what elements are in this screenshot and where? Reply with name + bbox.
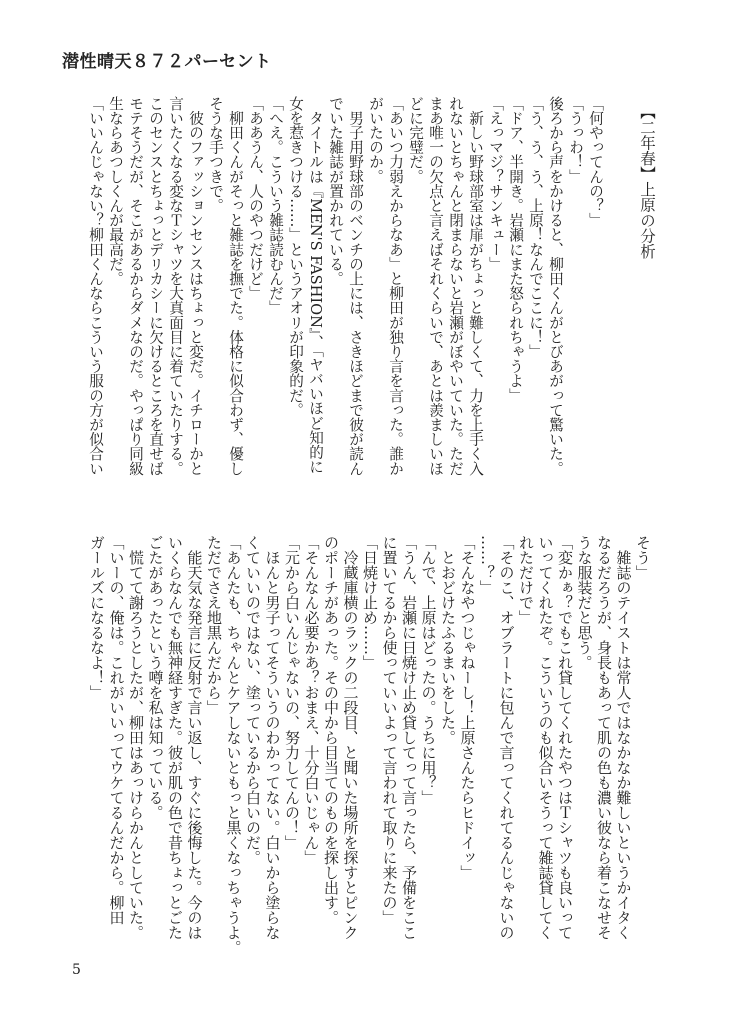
text-line: 「ああうん、人のやつだけど」: [247, 96, 264, 301]
text-line: 冷蔵庫横のラックの二段目、と聞いた場所を探すとピンク: [341, 535, 360, 940]
text-line: ごたがあったという噂を私は知っている。: [146, 535, 165, 820]
text-line: まあ唯一の欠点と言えばそれくらいで、あとは羨ましいほ: [427, 96, 444, 476]
text-line: 生ならあつしくんが最高だ。: [107, 96, 124, 286]
text-line: に置いてるから使っていいよって言われて取りに来たの」: [380, 535, 399, 925]
text-line: 「うん、岩瀬に日焼け止め貸してって言ったら、予備をここ: [400, 535, 418, 940]
text-line: ガールズになるなよ！」: [88, 535, 106, 700]
text-line: なるだろうが、身長もあって肌の色も濃い彼なら着こなせそ: [595, 535, 613, 940]
text-line: がいたのか。: [367, 96, 384, 184]
text-line: ただでさえ地黒んだから」: [205, 535, 223, 715]
text-line: くていいのではない、塗っているから白いのだ。: [244, 535, 262, 865]
text-line: 「えっマジ？サンキュー」: [487, 96, 504, 272]
text-line: 「ドア、半開き。岩瀬にまた怒られちゃうよ」: [507, 96, 524, 403]
bottom-text-block: [87, 535, 653, 955]
text-line: 「何やってんの？」: [587, 96, 604, 228]
running-title: 潜性晴天８７２パーセント: [62, 52, 272, 72]
section-heading: 【二年春】上原の分析: [638, 104, 656, 259]
text-line: 女を惹きつける……」というアオリが印象的だ。: [287, 96, 304, 418]
text-line: とおどけたふるまいをした。: [439, 535, 457, 745]
text-line: いってくれたぞ。こういうのも似合いそうって雑誌貸してく: [536, 535, 555, 940]
text-line: 彼のファッションセンスはちょっと変だ。イチローかと: [187, 96, 204, 476]
text-line: 新しい野球部室は扉がちょっと難しくて、力を上手く入: [467, 96, 484, 476]
text-line: ほんと男子ってそういうのわかってない。白いから塗らな: [263, 535, 282, 940]
text-line: 「いーの、俺は。これがいいってウケてるんだから。柳田: [107, 535, 126, 925]
page-number: 5: [72, 962, 81, 978]
text-line: いくらなんでも無神経すぎた。彼が肌の色で昔ちょっとごた: [166, 535, 184, 940]
text-line: れただけで」: [517, 535, 535, 625]
text-line: 「そんなやつじゃねーし！上原さんたらヒドイッ」: [458, 535, 477, 880]
text-line: そうな手つきで。: [207, 96, 224, 213]
text-line: 「いいんじゃない？柳田くんならこういう服の方が似合い: [87, 96, 104, 476]
text-line: 雑誌のテイストは常人ではなかなか難しいというかイタく: [614, 535, 633, 940]
text-line: このセンスとちょっとデリカシーに欠けるところを直せば: [147, 96, 164, 476]
text-line: 「んで、上原はどったの。うちに用？」: [419, 535, 438, 805]
text-line: 柳田くんがそっと雑誌を撫でた。体格に似合わず、優し: [227, 96, 244, 476]
text-line: 「変かぁ？でもこれ貸してくれたやつはＴシャツも良いって: [556, 535, 574, 940]
text-line: うな服装だと思う。: [575, 535, 594, 670]
text-line: 「へえ。こういう雑誌読むんだ」: [267, 96, 284, 315]
text-line: そう」: [634, 535, 652, 580]
text-line: 男子用野球部のベンチの上には、さきほどまで彼が読ん: [347, 96, 364, 476]
text-line: のポーチがあった。その中から目当てのものを探し出す。: [322, 535, 340, 925]
text-line: 「そのこ、オブラートに包んで言ってくれてるんじゃないの: [497, 535, 516, 940]
text-line: れないとちゃんと閉まらないと岩瀬がぼやいていた。ただ: [447, 96, 464, 476]
text-line: でいた雑誌が置かれている。: [327, 96, 344, 286]
text-line: 「元から白いんじゃないの、努力してんの！」: [283, 535, 301, 850]
text-line: ……？」: [478, 535, 496, 595]
top-text-block: [85, 96, 605, 476]
text-line: どに完璧だ。: [407, 96, 424, 184]
text-line: 「うっわ！」: [567, 96, 584, 184]
text-line: 「そんなん必要かあ？おまえ、十分白いじゃん」: [302, 535, 321, 865]
text-line: 後ろから声をかけると、柳田くんがとびあがって驚いた。: [547, 96, 564, 476]
text-line: モテそうだが、そこがあるからダメなのだ。やっぱり同級: [127, 96, 144, 476]
text-line: タイトルは『MEN'S FASHION』、「ヤバいほど知的に: [307, 96, 324, 474]
text-line: 慌てて謝ろうとしたが、柳田はあっけらかんとしていた。: [127, 535, 145, 940]
text-line: 「あんたも、ちゃんとケアしないともっと黒くなっちゃうよ。: [224, 535, 243, 955]
text-line: 「あいつ力弱えからなあ」と柳田が独り言を言った。誰か: [387, 96, 404, 476]
text-line: 「う、う、う、上原！なんでここに！」: [527, 96, 544, 359]
text-line: 「日焼け止め……」: [361, 535, 379, 670]
text-line: 能天気な発言に反射で言い返し、すぐに後悔した。今のは: [185, 535, 204, 940]
text-line: 言いたくなる変なＴシャツを大真面目に着ていたりする。: [167, 96, 184, 476]
